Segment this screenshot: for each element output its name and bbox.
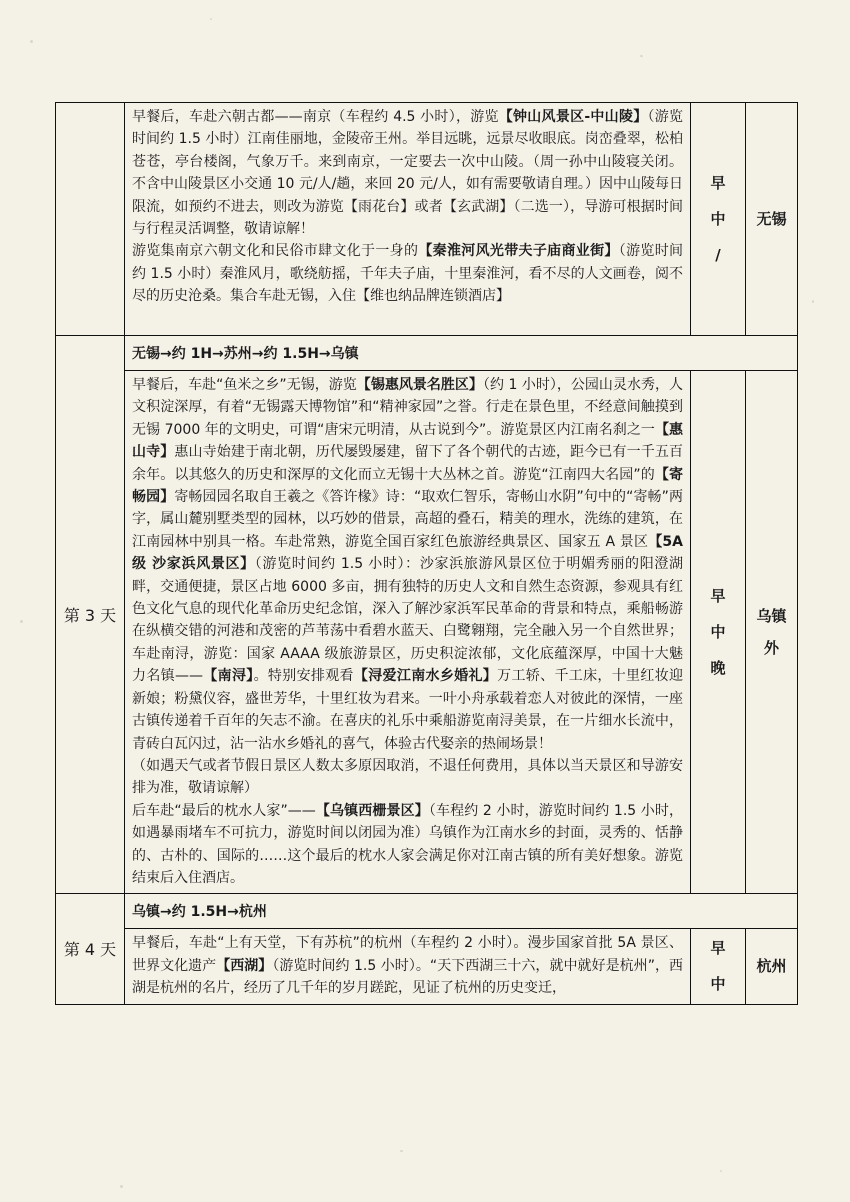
paper-speck	[400, 1150, 403, 1152]
paper-speck	[210, 18, 212, 20]
paper-speck	[812, 300, 814, 303]
attraction-name: 【惠山寺】	[132, 421, 683, 461]
meals-cell: 早 中 晚	[691, 371, 746, 894]
paragraph: 游览集南京六朝文化和民俗市肆文化于一身的【秦淮河风光带夫子庙商业街】（游览时间约 1.5 小时）秦淮风月，歌绕舫摇，千年夫子庙，十里秦淮河，看不尽的人文画卷，阅不尽的历史沧桑。集合车赴无锡，入住【维也纳品牌连锁酒店】	[132, 243, 684, 305]
hotel-cell: 乌镇 外	[746, 371, 798, 894]
attraction-name: 【乌镇西栅景区】	[315, 802, 429, 819]
day-label-cell	[56, 103, 125, 336]
paper-speck	[640, 55, 643, 57]
attraction-name: 【锡惠风景名胜区】	[356, 377, 483, 393]
paragraph: 早餐后，车赴六朝古都——南京（车程约 4.5 小时），游览【钟山风景区-中山陵】（游览时间约 1.5 小时）江南佳丽地，金陵帝王州。举目远眺，远景尽收眼底。岗峦叠翠，松柏苍苍，亭台楼阁，气象万千。来到南京，一定要去一次中山陵。（周一孙中山陵寝关闭。不含中山陵景区小交通 10 元/人/趟，来回 20 元/人，如有需要敬请自理。）因中山陵每日限流，如预约不进去，则改为游览【雨花台】或者【玄武湖】（二选一），导游可根据时间与行程灵活调整，敬请谅解！	[132, 109, 684, 238]
paragraph: 早餐后，车赴“鱼米之乡”无锡，游览【锡惠风景名胜区】（约 1 小时），公园山灵水秀，人文积淀深厚，有着“无锡露天博物馆”和“精神家园”之誉。行走在景色里，不经意间触摸到无锡 7000 年的文明史，可谓“唐宋元明清，从古说到今”。游览景区内江南名刹之一【惠山寺】惠山寺始建于南北朝，历代屡毁屡建，留下了各个朝代的古迹，距今已有一千五百余年。以其悠久的历史和深厚的文化而立无锡十大丛林之首。游览“江南四大名园”的【寄畅园】寄畅园园名取自王羲之《答许椽》诗：“取欢仁智乐，寄畅山水阴”句中的“寄畅”两字，属山麓别墅类型的园林，以巧妙的借景，高超的叠石，精美的理水，洗练的建筑，在江南园林中别具一格。车赴常熟，游览全国百家红色旅游经典景区、国家五 A 景区【5A 级 沙家浜风景区】（游览时间约 1.5 小时）：沙家浜旅游风景区位于明媚秀丽的阳澄湖畔，交通便捷，景区占地 6000 多亩，拥有独特的历史人文和自然生态资源，参观具有红色文化气息的现代化革命历史纪念馆，深入了解沙家浜军民革命的背景和特点，乘船畅游在纵横交错的河港和茂密的芦苇荡中看碧水蓝天、白鹭翱翔，完全融入另一个自然世界；车赴南浔，游览：国家 AAAA 级旅游景区，历史积淀浓郁，文化底蕴深厚，中国十大魅力名镇——【南浔】。特别安排观看【浔爱江南水乡婚礼】万工轿、千工床，十里红妆迎新娘；粉黛仪容，盛世芳华，十里红妆为君来。一叶小舟承载着恋人对彼此的深情，一座古镇传递着千百年的矢志不渝。在喜庆的礼乐中乘船游览南浔美景，在一片细水长流中，青砖白瓦闪过，沾一沾水乡婚礼的喜气，体验古代娶亲的热闹场景！	[132, 377, 684, 752]
day-label: 第 4 天	[56, 894, 125, 1004]
paper-speck	[120, 1185, 123, 1188]
hotel-cell: 无锡	[746, 103, 798, 336]
itinerary-text	[125, 371, 691, 894]
paragraph: 后车赴“最后的枕水人家”——【乌镇西栅景区】（车程约 2 小时，游览时间约 1.5 小时，如遇暴雨堵车不可抗力，游览时间以闭园为准）乌镇作为江南水乡的封面，灵秀的、恬静的、古朴的、国际的……这个最后的枕水人家会满足你对江南古镇的所有美好想象。游览结束后入住酒店。	[132, 802, 683, 886]
paragraph: （如遇天气或者节假日景区人数太多原因取消，不退任何费用，具体以当天景区和导游安排为准，敬请谅解）	[132, 757, 683, 797]
day-label: 第 3 天	[56, 336, 125, 894]
attraction-name: 【浔爱江南水乡婚礼】	[353, 668, 498, 685]
itinerary-text	[125, 929, 691, 1004]
meals-cell: 早 中 /	[691, 103, 746, 336]
attraction-name: 【南浔】	[202, 668, 254, 685]
paper-speck	[720, 1170, 722, 1172]
route-header: 无锡→约 1H→苏州→约 1.5H→乌镇	[125, 336, 798, 371]
table-row	[56, 894, 798, 929]
paper-speck	[30, 40, 33, 43]
hotel-cell: 杭州	[746, 929, 798, 1004]
meals-cell: 早 中	[691, 929, 746, 1004]
table-row	[56, 371, 798, 894]
attraction-name: 【钟山风景区-中山陵】	[498, 109, 648, 125]
itinerary-text	[125, 103, 691, 336]
itinerary-table	[55, 102, 798, 1005]
attraction-name: 【西湖】	[216, 957, 273, 974]
attraction-name: 【秦淮河风光带夫子庙商业街】	[418, 243, 619, 260]
table-row	[56, 103, 798, 336]
route-header: 乌镇→约 1.5H→杭州	[125, 894, 798, 929]
paper-speck	[20, 620, 23, 623]
attraction-name: 【寄畅园】	[132, 466, 683, 506]
paragraph: 早餐后，车赴“上有天堂，下有苏杭”的杭州（车程约 2 小时）。漫步国家首批 5A 景区、世界文化遗产【西湖】（游览时间约 1.5 小时）。“天下西湖三十六，就中就好是杭州”，西湖是杭州的名片，经历了几千年的岁月蹉跎，见证了杭州的历史变迁，	[132, 935, 684, 997]
table-row	[56, 336, 798, 371]
table-row	[56, 929, 798, 1004]
attraction-name: 【5A 级 沙家浜风景区】	[132, 533, 684, 573]
